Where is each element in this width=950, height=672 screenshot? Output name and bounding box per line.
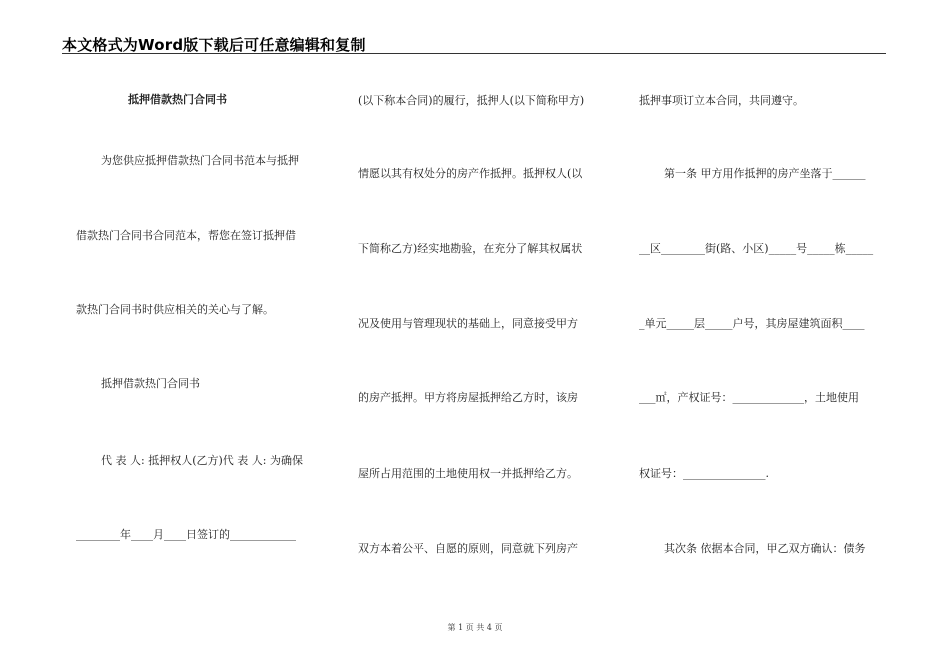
text-line: 款热门合同书时供应相关的关心与了解。 bbox=[76, 303, 274, 316]
text-line: _单元_____层_____户号，其房屋建筑面积____ bbox=[639, 317, 865, 330]
text-line: (以下称本合同)的履行，抵押人(以下简称甲方) bbox=[358, 94, 585, 107]
text-line: 借款热门合同书合同范本，帮您在签订抵押借 bbox=[76, 229, 296, 242]
page-number: 第 1 页 共 4 页 bbox=[447, 623, 503, 632]
text-line: 双方本着公平、自愿的原则，同意就下列房产 bbox=[358, 542, 578, 555]
text-line: 其次条 依据本合同，甲乙双方确认：债务 bbox=[664, 542, 866, 555]
document-header-title: 本文格式为Word版下载后可任意编辑和复制 bbox=[62, 36, 366, 54]
text-line: __区________街(路、小区)_____号_____栋_____ bbox=[639, 242, 874, 255]
text-line: 屋所占用范围的土地使用权一并抵押给乙方。 bbox=[358, 467, 578, 480]
text-line: 情愿以其有权处分的房产作抵押。抵押权人(以 bbox=[358, 167, 583, 180]
text-line: 为您供应抵押借款热门合同书范本与抵押 bbox=[101, 154, 299, 167]
text-line: 代 表 人: 抵押权人(乙方)代 表 人: 为确保 bbox=[101, 454, 303, 467]
document-title: 抵押借款热门合同书 bbox=[128, 93, 227, 106]
text-line: 抵押事项订立本合同，共同遵守。 bbox=[639, 94, 804, 107]
text-line: 下简称乙方)经实地勘验，在充分了解其权属状 bbox=[358, 242, 583, 255]
text-line: 况及使用与管理现状的基础上，同意接受甲方 bbox=[358, 317, 578, 330]
text-line: ___㎡，产权证号：_____________，土地使用 bbox=[639, 391, 859, 404]
text-line: 的房产抵押。甲方将房屋抵押给乙方时，该房 bbox=[358, 391, 578, 404]
text-line: 抵押借款热门合同书 bbox=[101, 377, 200, 390]
text-line: 权证号：_______________. bbox=[639, 467, 769, 480]
text-line: 第一条 甲方用作抵押的房产坐落于______ bbox=[664, 167, 866, 180]
text-line: ________年____月____日签订的____________ bbox=[76, 528, 296, 541]
header-divider bbox=[62, 53, 886, 54]
